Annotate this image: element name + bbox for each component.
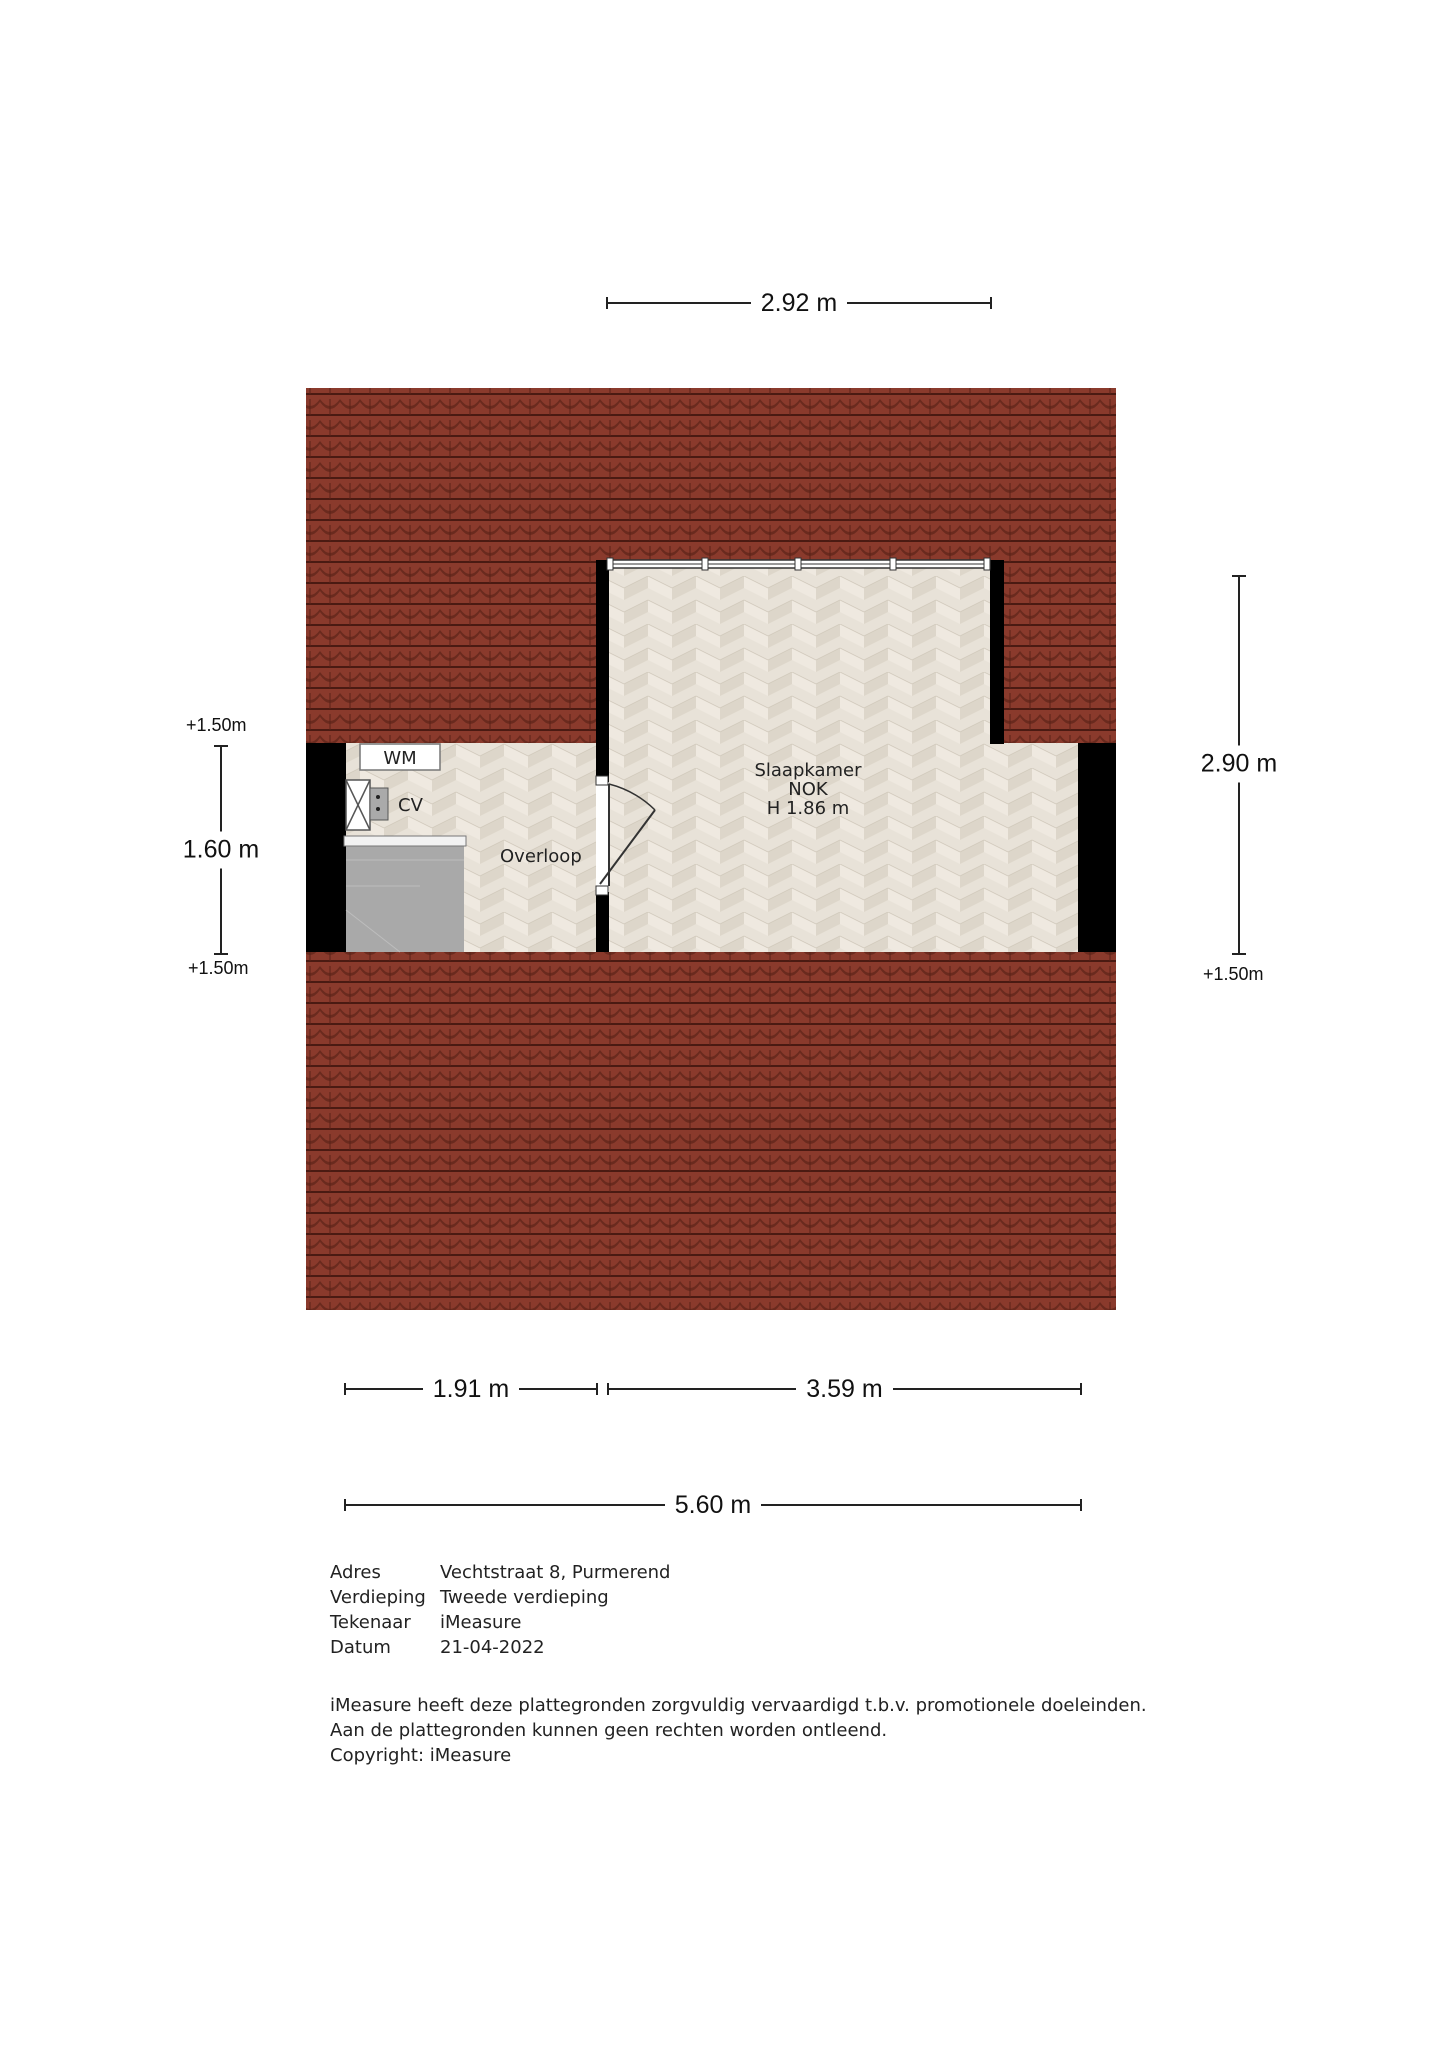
info-key: Datum bbox=[330, 1637, 391, 1658]
dimension-top-label: 2.92 m bbox=[751, 289, 847, 318]
dimension-bottom-total bbox=[344, 1490, 1082, 1519]
dormer-window bbox=[607, 558, 990, 570]
room-label-overloop: Overloop bbox=[500, 846, 582, 867]
disclaimer-line: Aan de plattegronden kunnen geen rechten worden ontleend. bbox=[330, 1720, 888, 1741]
dimension-top bbox=[606, 288, 992, 317]
info-value: iMeasure bbox=[440, 1612, 522, 1633]
info-value: Vechtstraat 8, Purmerend bbox=[440, 1562, 671, 1583]
info-row-adres bbox=[330, 1560, 670, 1585]
info-block bbox=[330, 1560, 670, 1660]
info-row-verdieping bbox=[330, 1585, 670, 1610]
dimension-right-label: 2.90 m bbox=[1201, 746, 1277, 783]
disclaimer-line: Copyright: iMeasure bbox=[330, 1745, 512, 1766]
info-key: Verdieping bbox=[330, 1587, 426, 1608]
dimension-bottom-left bbox=[344, 1374, 598, 1403]
info-key: Tekenaar bbox=[330, 1612, 411, 1633]
label-wm: WM bbox=[383, 748, 417, 769]
label-cv: CV bbox=[398, 795, 423, 816]
dimension-bottom-total-label: 5.60 m bbox=[665, 1491, 761, 1520]
room-label-height: H 1.86 m bbox=[766, 798, 850, 819]
info-value: 21-04-2022 bbox=[440, 1637, 545, 1658]
dimension-bottom-left-label: 1.91 m bbox=[423, 1375, 519, 1404]
wall-dormer-right bbox=[990, 560, 1004, 744]
disclaimer bbox=[330, 1693, 1147, 1768]
wall-right-outer bbox=[1078, 743, 1116, 952]
level-left-top: +1.50m bbox=[186, 715, 247, 735]
info-value: Tweede verdieping bbox=[440, 1587, 609, 1608]
level-right-bottom: +1.50m bbox=[1203, 964, 1264, 984]
disclaimer-line: iMeasure heeft deze plattegronden zorgvuldig vervaardigd t.b.v. promotionele doeleinden. bbox=[330, 1695, 1147, 1716]
dimension-left-label: 1.60 m bbox=[183, 832, 259, 869]
room-label-nok: NOK bbox=[788, 779, 828, 800]
info-key: Adres bbox=[330, 1562, 381, 1583]
wall-left-outer bbox=[306, 743, 346, 952]
dimension-bottom-right-label: 3.59 m bbox=[796, 1375, 892, 1404]
level-left-bottom: +1.50m bbox=[188, 958, 249, 978]
stairs bbox=[344, 836, 466, 952]
dimension-bottom-right bbox=[607, 1374, 1082, 1403]
info-row-tekenaar bbox=[330, 1610, 670, 1635]
room-label-slaapkamer: Slaapkamer bbox=[754, 760, 862, 781]
info-row-datum bbox=[330, 1635, 670, 1660]
